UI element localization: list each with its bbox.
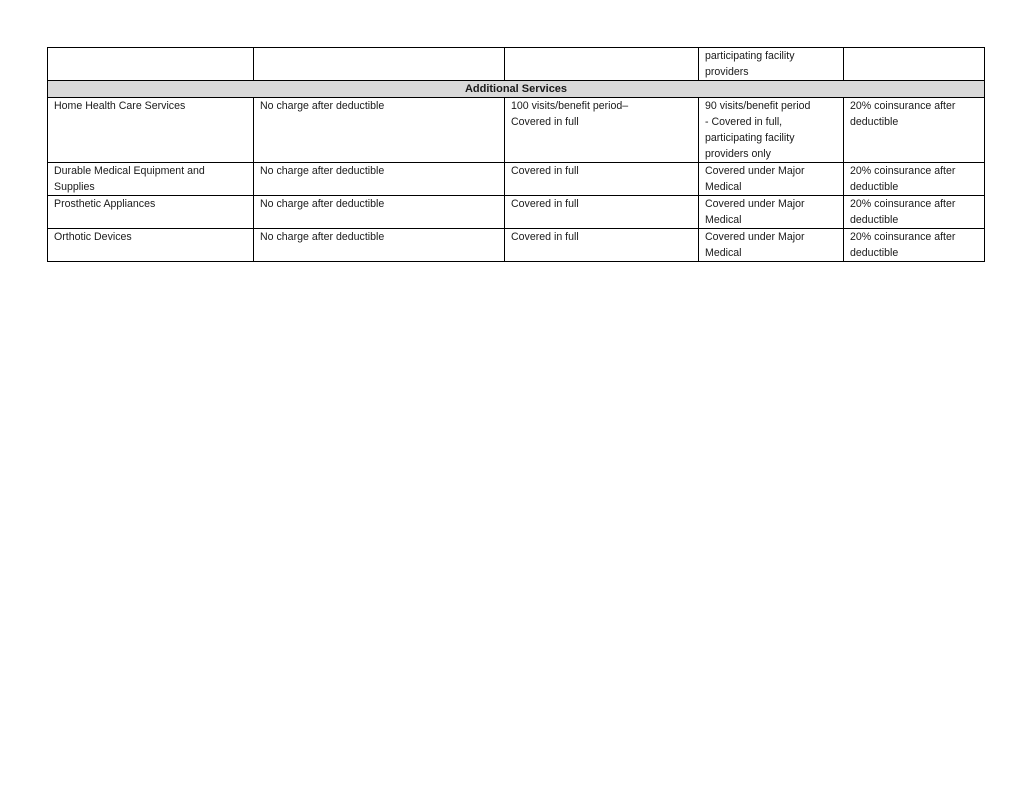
cell-line: Covered in full <box>511 116 579 128</box>
cell-line: No charge after deductible <box>260 100 385 112</box>
table-cell <box>505 229 699 262</box>
cell-line: No charge after deductible <box>260 165 385 177</box>
table-row <box>48 229 985 262</box>
cell-line: participating facility <box>705 50 795 62</box>
cell-line: Medical <box>705 247 742 259</box>
service-name-cell <box>48 163 254 196</box>
cell-line: No charge after deductible <box>260 198 385 210</box>
table-cell <box>505 196 699 229</box>
cell-line: Covered under Major <box>705 231 805 243</box>
table-cell <box>844 196 985 229</box>
cell-line: Orthotic Devices <box>54 231 132 243</box>
cell-line: providers <box>705 66 749 78</box>
service-name-cell <box>48 196 254 229</box>
cell-line: 20% coinsurance after <box>850 198 956 210</box>
cell-line: 20% coinsurance after <box>850 100 956 112</box>
cell-line: Medical <box>705 214 742 226</box>
table-row <box>48 163 985 196</box>
table-row-continuation <box>48 48 985 81</box>
table-cell <box>699 48 844 81</box>
section-header: Additional Services <box>48 81 985 98</box>
table-cell <box>254 229 505 262</box>
cell-line: 20% coinsurance after <box>850 231 956 243</box>
service-name-cell <box>48 229 254 262</box>
table-cell <box>699 229 844 262</box>
section-header-row <box>48 81 985 98</box>
cell-line: Home Health Care Services <box>54 100 186 112</box>
table-cell <box>699 98 844 163</box>
table-cell <box>844 48 985 81</box>
table-row <box>48 98 985 163</box>
table-row <box>48 196 985 229</box>
cell-line: Supplies <box>54 181 95 193</box>
cell-line: 90 visits/benefit period <box>705 100 811 112</box>
cell-line: - Covered in full, <box>705 116 783 128</box>
table-cell <box>844 163 985 196</box>
cell-line: deductible <box>850 181 899 193</box>
table-cell <box>699 196 844 229</box>
cell-line: deductible <box>850 247 899 259</box>
cell-line: Covered under Major <box>705 165 805 177</box>
cell-line: Durable Medical Equipment and <box>54 165 205 177</box>
table-cell <box>254 196 505 229</box>
cell-line: deductible <box>850 116 899 128</box>
cell-line: deductible <box>850 214 899 226</box>
table-cell <box>48 48 254 81</box>
cell-line: Covered in full <box>511 231 579 243</box>
table-cell <box>505 48 699 81</box>
service-name-cell <box>48 98 254 163</box>
cell-line: providers only <box>705 148 771 160</box>
cell-line: Medical <box>705 181 742 193</box>
cell-line: Covered under Major <box>705 198 805 210</box>
table-cell <box>505 163 699 196</box>
cell-line: participating facility <box>705 132 795 144</box>
benefits-table <box>47 47 985 262</box>
cell-line: 20% coinsurance after <box>850 165 956 177</box>
cell-line: 100 visits/benefit period– <box>511 100 629 112</box>
cell-line: Prosthetic Appliances <box>54 198 156 210</box>
table-cell <box>254 163 505 196</box>
table-cell <box>844 229 985 262</box>
cell-line: Covered in full <box>511 165 579 177</box>
cell-line: Covered in full <box>511 198 579 210</box>
table-cell <box>254 98 505 163</box>
table-cell <box>699 163 844 196</box>
table-cell <box>505 98 699 163</box>
table-cell <box>844 98 985 163</box>
cell-line: No charge after deductible <box>260 231 385 243</box>
table-cell <box>254 48 505 81</box>
